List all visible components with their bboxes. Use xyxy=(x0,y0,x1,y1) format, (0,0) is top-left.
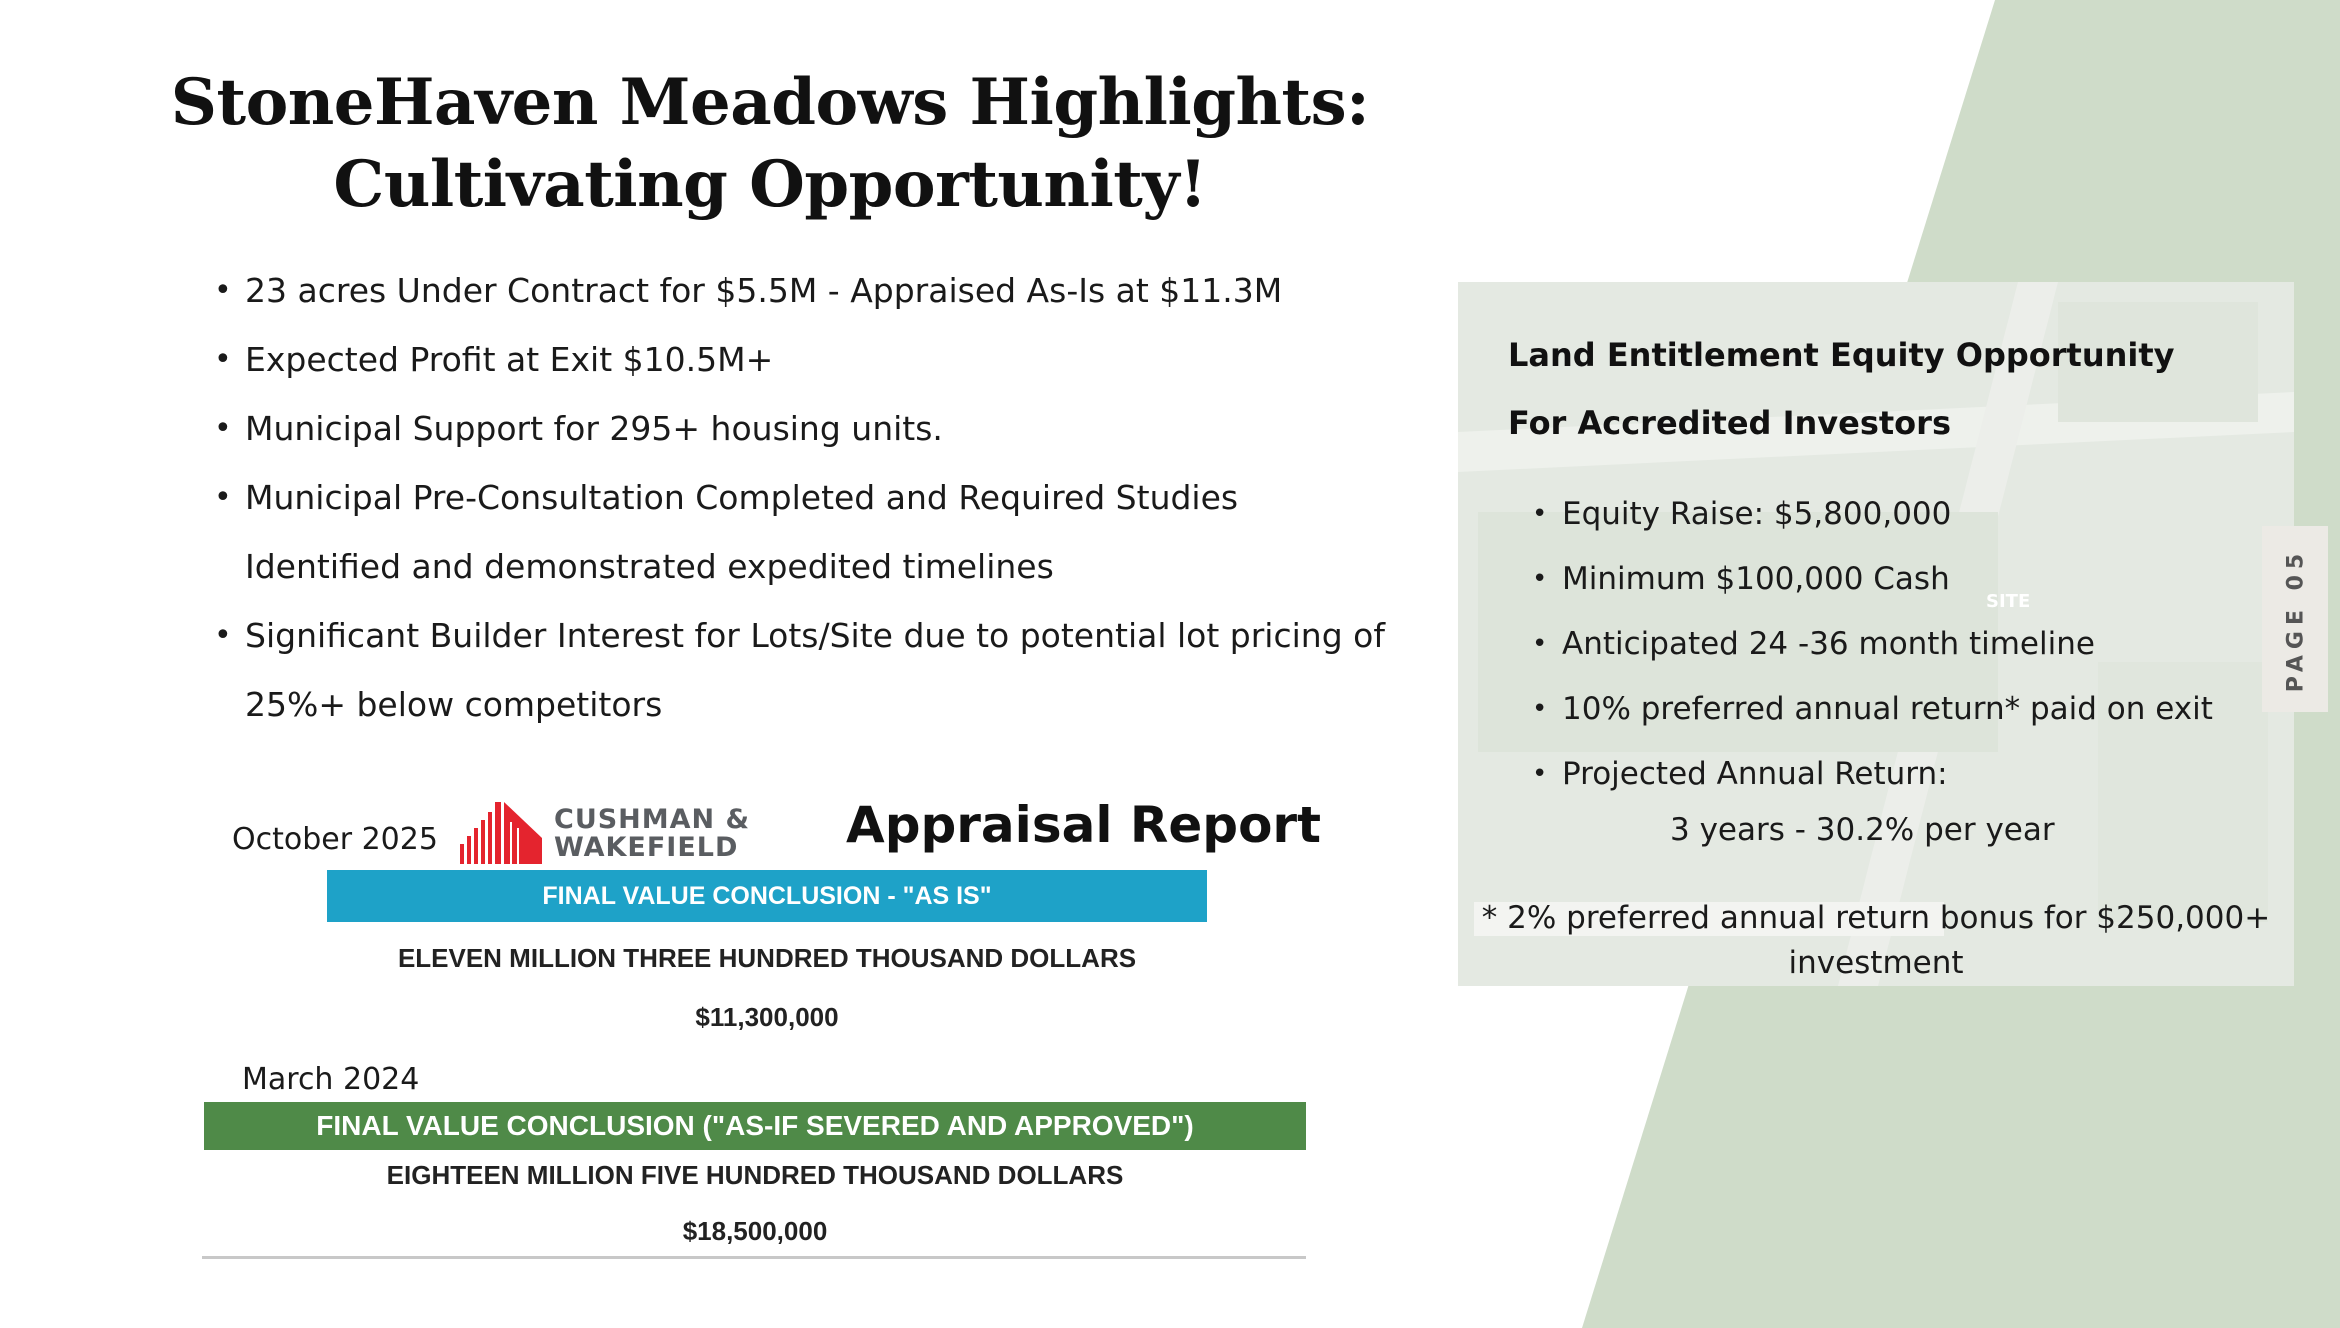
highlight-item: • Municipal Support for 295+ housing units. xyxy=(210,394,1390,463)
as-if-value-words: EIGHTEEN MILLION FIVE HUNDRED THOUSAND DOLLARS xyxy=(386,1160,1124,1190)
bullet-icon: • xyxy=(1532,694,1548,724)
highlight-item: • Significant Builder Interest for Lots/Site due to potential lot pricing of 25%+ below competitors xyxy=(210,601,1390,739)
highlight-item: • 23 acres Under Contract for $5.5M - Appraised As-Is at $11.3M xyxy=(210,256,1390,325)
title-line-1: StoneHaven Meadows Highlights: xyxy=(170,65,1370,140)
cushman-wakefield-bars-icon xyxy=(458,798,542,864)
highlights-list xyxy=(210,256,1390,739)
title-line-2: Cultivating Opportunity! xyxy=(333,147,1207,222)
investment-terms-list xyxy=(1532,482,2213,807)
as-if-value-amount: $18,500,000 xyxy=(682,1216,828,1246)
bullet-icon: • xyxy=(214,618,232,653)
bullet-icon: • xyxy=(1532,499,1548,529)
page-title xyxy=(170,62,1370,226)
as-is-value-words: ELEVEN MILLION THREE HUNDRED THOUSAND DOLLARS xyxy=(397,943,1137,973)
highlight-item: • Municipal Pre-Consultation Completed and Required Studies Identified and demonstrated expedited timelines xyxy=(210,463,1390,601)
as-if-value-banner: FINAL VALUE CONCLUSION ("AS-IF SEVERED AND APPROVED") xyxy=(204,1102,1306,1150)
bullet-icon: • xyxy=(1532,629,1548,659)
cushman-wakefield-wordmark: CUSHMAN & WAKEFIELD xyxy=(554,804,751,863)
appraisal-date-march: March 2024 xyxy=(242,1062,420,1097)
bonus-footnote: * 2% preferred annual return bonus for $250,000+ investment xyxy=(1481,900,2271,981)
panel-content xyxy=(1458,282,2294,986)
highlight-item: • Expected Profit at Exit $10.5M+ xyxy=(210,325,1390,394)
investment-term-item: • Equity Raise: $5,800,000 xyxy=(1532,482,2213,547)
panel-heading-2: For Accredited Investors xyxy=(1508,404,1951,442)
bullet-icon: • xyxy=(1532,564,1548,594)
cushman-wakefield-logo xyxy=(458,798,758,866)
investment-term-item: • 10% preferred annual return* paid on exit xyxy=(1532,677,2213,742)
projected-return-value: 3 years - 30.2% per year xyxy=(1670,812,2055,848)
investment-panel xyxy=(1458,282,2294,986)
investment-term-item: • Anticipated 24 -36 month timeline xyxy=(1532,612,2213,677)
map-site-label: SITE xyxy=(1986,591,2031,612)
bullet-icon: • xyxy=(1532,759,1548,789)
bullet-icon: • xyxy=(214,480,232,515)
section-divider xyxy=(202,1256,1306,1259)
page-number-label: PAGE 05 xyxy=(2283,547,2309,693)
as-is-value-amount: $11,300,000 xyxy=(695,1002,839,1032)
bullet-icon: • xyxy=(214,273,232,308)
bullet-icon: • xyxy=(214,342,232,377)
as-is-value-banner: FINAL VALUE CONCLUSION - "AS IS" xyxy=(327,870,1207,922)
bullet-icon: • xyxy=(214,411,232,446)
panel-heading-1: Land Entitlement Equity Opportunity xyxy=(1508,336,2175,374)
appraisal-report-title: Appraisal Report xyxy=(846,796,1321,854)
appraisal-date-october: October 2025 xyxy=(232,822,438,857)
investment-term-item: • Minimum $100,000 Cash xyxy=(1532,547,2213,612)
investment-term-item: • Projected Annual Return: xyxy=(1532,742,2213,807)
